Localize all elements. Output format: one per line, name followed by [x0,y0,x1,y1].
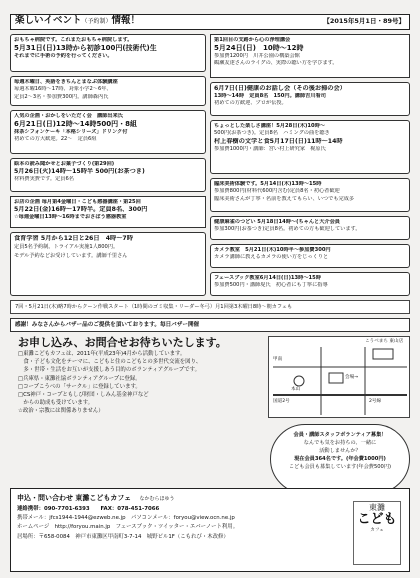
org-name: 申込・問い合わせ 東灘こどもカフェ [17,494,132,502]
event-line: 臨床美術体験です。5月14日(木)13時〜15時 [214,181,322,187]
event-line: 定員5名予約制。トライアル実施1人800円。 [14,244,119,250]
event-line: お店の企画 毎月第4金曜日・こども感器講座・第25回 [14,199,141,205]
facebook-box [210,272,410,296]
english-box [10,76,206,106]
event-line: 抹茶シフォンケーキ「本格シリーズ」ドリンク付 [14,129,128,135]
mahjong-box [210,216,410,240]
logo-text: 東灘 [369,503,385,512]
event-line: 鶴瀬友達さんのライグの、実際の聴い方を学びます。 [214,60,338,67]
map-label: 甲南 [273,357,283,362]
volunteer-line: 現在会員364名です。(年会費1000円) [294,456,386,462]
event-line: 食育学習 5月から12日と26日 4時〜7時 [14,235,133,242]
contact-org [17,493,347,505]
event-line: 定員2〜3名・参加費300円。講師森内氏 [14,93,109,100]
event-line: 13時〜14時 定員8名 150円。講師吉川看司 [214,93,326,99]
event-line: 参加300円(お茶つき)定員8名。初めての方も歓迎しています。 [214,226,361,233]
food-box [10,232,206,296]
event-line: カメラ教室 5月21日(木)10時半〜参加費300円 [214,247,331,253]
event-line: 参加費1200円 川井公園の構築会館 [214,53,300,59]
event-line: ☆毎週金曜日13時〜16時までおさぼう感器教室 [14,214,127,221]
logo-text: こども [357,512,397,527]
notice-line: □東灘こどもカフェは、2011年(平成23年)4月から活動しています。 [18,351,186,357]
notice-line: □CS神戸・コープともしび財団・しみん基金神戸など [18,392,149,399]
event-line: それまでに手術の予約を行ってください。 [14,53,113,59]
notice-line: 食・子ども文化をテーマに、こどもと住のこどもとの多世代交流を図り、 [18,359,202,366]
notice-title: お申し込み、お問合せお待ちいたします。 [18,336,227,349]
store-marker [373,349,393,359]
event-line: 参加費800円(材料代600円含む)定員8名・初心者歓迎 [214,188,340,195]
org-contact-person: なかむらほゆう [139,496,175,502]
event-line: 6月7日(日)健康のお話し会（その後お掃の会） [214,85,346,92]
contact-phone: 連絡携帯：090-7701-6393 FAX：078-451-7066 [17,506,160,512]
monthly-note: 7回・5月21日(木)略7時からクーン作戦スタート（1時間のゴミ収集・リーダー冬弓）月1回第3木曜日8時〜朝カフェも [10,300,410,314]
event-line: 健康麻雀のつどい 5月18日14時〜(ちゃんと大介会員 [214,219,340,225]
map-label: 国道2号 [273,399,290,404]
title-tail: 情報！ [111,15,141,26]
event-line: モデル予約などお受けしています。講師千里さん [14,253,128,259]
title-main: 楽しいイベント [15,15,82,26]
event-line: ちょっとした楽しさ講座！5月28日(木)10時〜 [214,123,325,129]
event-line: 初めての方歓迎、プロが伝授。 [214,100,287,107]
event-line: 人気の企画・おかしをいただく会 講師出来氏 [14,113,123,119]
volunteer-line: こども会員も募集しています(年会費500円) [288,464,392,470]
toy-hospital-box [10,34,206,72]
event-line: 5月24日(日) 10時〜12時 [214,44,304,53]
shop-box [10,196,206,228]
event-line: 5月22日(金)16時〜17時半。定員8名、300円 [14,206,148,214]
map-label: 本山 [291,387,301,392]
camera-box [210,244,410,268]
event-line: おもちゃ病院です。これまたおもちゃ病院します。 [14,37,133,43]
art-box [210,178,410,212]
event-line: 臨床美術さんが丁寧・名前を教えてもらい、いつでも完成多 [214,195,355,202]
contact-email: 携帯メール：jfcs1944-1944@ezweb.ne.jp パソコンメール：foryou@view.ocn.ne.jp [17,515,235,522]
page-title [15,16,140,27]
mini-lecture-box [210,120,410,174]
event-line: 毎週木曜16時〜17時、対象小学2〜6年、 [14,86,112,93]
notice-line: からの助成も受けています。 [18,400,94,407]
kokoro-box [210,34,410,78]
contact-notice [10,336,260,486]
map-label: 2号線 [369,399,382,404]
venue-marker [329,373,343,383]
contact-details [17,493,347,542]
event-line: 参加費500円・講師堤氏 初心者にも丁寧に指導 [214,282,328,289]
map-label: 会場→ [345,375,359,380]
contact-address: 居場所：〒658-0084 神戸市東灘区甲南町3-7-14 城野ビル1F（こもれび・木改修） [17,533,229,540]
event-line: 5月31日(日)13時から初診100円(技術代)生 [14,44,157,53]
notice-line: □兵庫県・東灘社協ボランティアグループに登録。 [18,375,141,382]
volunteer-recruit-oval [270,424,410,494]
contact-website: ホームページ http://foryou.main.jp フェースブック・ツイッター・エバーノート利用。 [17,524,239,531]
volunteer-line: 会員・講師スタッフボランティア募集！ [293,432,387,438]
event-line: 第1回目の支路から心の浄理講会 [214,37,291,43]
access-map [268,336,410,418]
event-line: 材料費実費です。定員6名 [14,176,74,183]
issue-date: 【2015年5月1日・89号】 [323,17,405,25]
notice-line: □コープこうべの「サークル」に登録しています。 [18,383,141,390]
health-box [210,82,410,116]
contact-box [10,488,410,572]
header-bar [10,14,410,30]
sweets-box [10,110,206,154]
event-line: 毎週木曜日、英語をきちんとまなぶ体験講座 [14,79,118,85]
event-line: カメラ講師に教えるカメラの使い方をじっくりと [214,254,329,261]
event-line: 500円(お茶つき)。定員8名 ハミングの曲を聴き [214,130,330,137]
logo-text: カフェ [370,528,384,533]
station-marker [294,376,304,386]
cafe-logo [353,501,401,565]
event-line: フェースブック教室6月14日(日)13時〜15時 [214,275,321,281]
event-line: 村上春樹の文学と食5月17日(日)11時〜14時 [214,137,343,145]
event-line: 初めての方大歓迎。22〜 定員6組 [14,136,97,143]
map-drawing [269,337,411,419]
title-note: （予約制） [81,18,112,25]
volunteer-line: 活動しませんか？ [319,448,361,454]
event-line: 5月26日(火)14時〜15時半 500円(お茶つき) [14,168,145,176]
notice-line: ☆政治・宗教には関係ありません） [18,408,104,415]
event-line: 絵本の読み聞かせとお菓子づくり(第29回) [14,161,115,167]
event-line: 6月21日(日)12時〜14時500円・8組 [14,120,137,129]
notice-line: 多・世帯・生活をお互いが支援しあう目的のボランティアグループです。 [18,367,200,374]
bazaar-banner: 感謝！みなさんからバザー品のご提供を頂いております。毎日バザー開催 [10,318,410,332]
map-label: こうべまち 東山店 [365,339,404,344]
ehon-box [10,158,206,192]
volunteer-line: なんでも気をお持ちの、一緒に [303,440,377,446]
event-line: 参加費1000円・講師：宮い村上研究家 梶原氏 [214,145,326,152]
